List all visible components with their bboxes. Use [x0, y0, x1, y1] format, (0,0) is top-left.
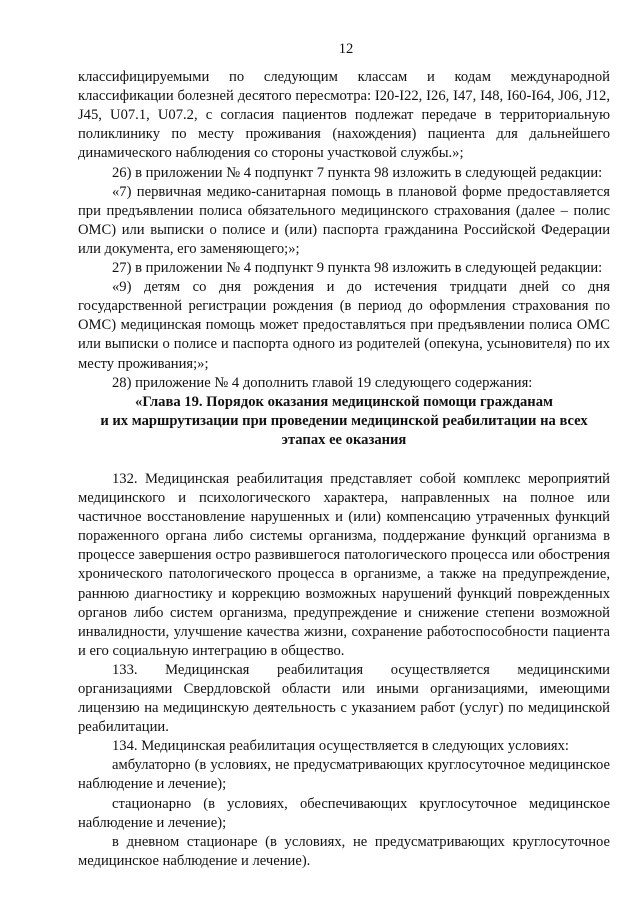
section-gap [78, 450, 610, 470]
document-page [78, 40, 610, 871]
paragraph-134-inpatient: стационарно (в условиях, обеспечивающих круглосуточное медицинское наблюдение и лечение); [78, 795, 610, 831]
paragraph-134-ambulatory: амбулаторно (в условиях, не предусматривающих круглосуточное медицинское наблюдение и лечение); [78, 757, 610, 793]
paragraph-134: 134. Медицинская реабилитация осуществляется в следующих условиях: [112, 738, 569, 755]
paragraph-133: 133. Медицинская реабилитация осуществляется медицинскими организациями Свердловской области или иными организациями, имеющими лицензию на медицинскую деятельность с указанием работ (услуг) по медицинской реабилитации. [78, 661, 610, 736]
paragraph-quote-9: «9) детям со дня рождения и до истечения тридцати дней со дня государственной регистрации рождения (в период до оформления страхования по ОМС) медицинская помощь может предоставляться при предъявлении полиса ОМС или выписки о полисе и паспорта одного из родителей (опекуна, усыновителя) по их месту проживания;»; [78, 279, 610, 372]
paragraph-quote-7: «7) первичная медико-санитарная помощь в плановой форме предоставляется при предъявлении полиса обязательного медицинского страхования (далее – полис ОМС) или выписки о полисе и (или) паспорта гражданина Российской Федерации или документа, его заменяющего;»; [78, 183, 610, 257]
paragraph-132: 132. Медицинская реабилитация представляет собой комплекс мероприятий медицинского и психологического характера, направленных на полное или частичное восстановление нарушенных и (или) компенсацию утраченных функций пораженного органа либо системы организма, поддержание функций организма в процессе завершения остро развившегося патологического процесса или обострения хронического патологического процесса в организме, а также на предупреждение, раннюю диагностику и коррекцию возможных нарушений функций поврежденных органов либо систем организма, предупреждение и снижение степени возможной инвалидности, улучшение качества жизни, сохранение работоспособности пациента и его социальную интеграцию в общество. [78, 470, 610, 659]
paragraph-continuation: классифицируемыми по следующим классам и кодам международной классификации болезней десятого пересмотра: I20-I22, I26, I47, I48, I60-I64, J06, J12, J45, U07.1, U07.2, с согласия пациентов подлежат передаче в территориальную поликлинику по месту проживания (нахождения) пациента для дальнейшего динамического наблюдения со стороны участковой службы.»; [78, 69, 610, 162]
chapter-heading-line-2: и их маршрутизации при проведении медицинской реабилитации на всех этапах ее оказания [100, 412, 588, 448]
chapter-heading-line-1: «Глава 19. Порядок оказания медицинской помощи гражданам [135, 393, 553, 410]
paragraph-item-26: 26) в приложении № 4 подпункт 7 пункта 98 изложить в следующей редакции: [112, 164, 603, 181]
paragraphs-top [78, 68, 610, 393]
paragraph-item-27: 27) в приложении № 4 подпункт 9 пункта 98 изложить в следующей редакции: [112, 260, 603, 277]
paragraph-item-28: 28) приложение № 4 дополнить главой 19 следующего содержания: [112, 374, 533, 391]
chapter-heading [78, 393, 610, 450]
paragraph-134-dayhospital: в дневном стационаре (в условиях, не предусматривающих круглосуточное медицинское наблюдение и лечение). [78, 833, 610, 869]
page-number: 12 [338, 41, 354, 57]
paragraphs-bottom [78, 470, 610, 871]
